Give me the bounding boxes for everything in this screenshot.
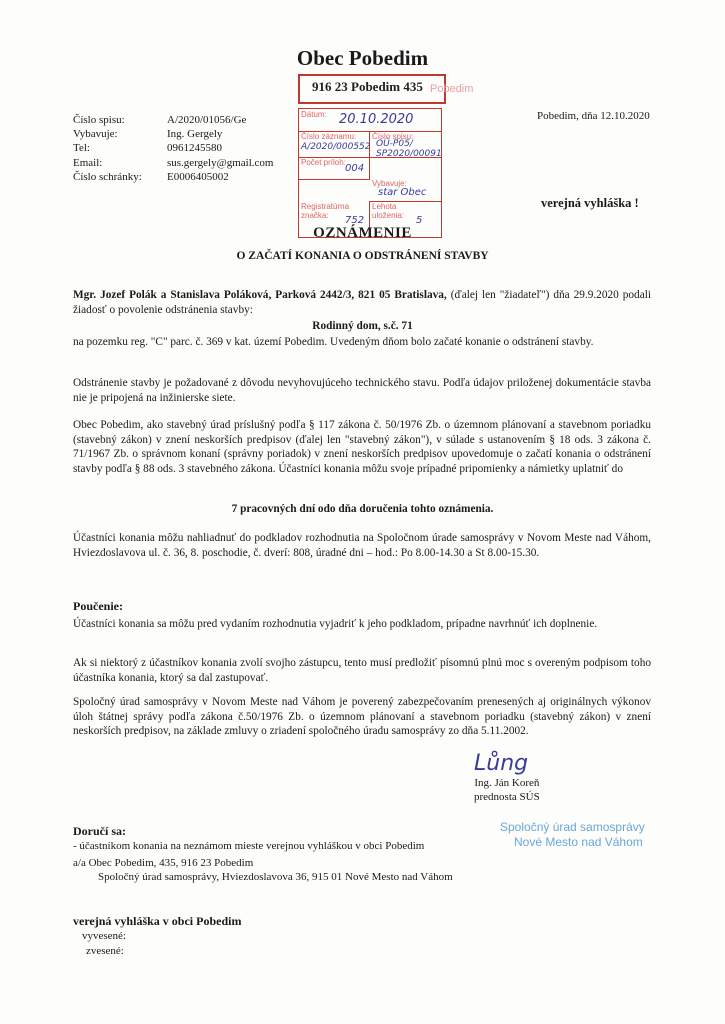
intro-paragraph: Mgr. Jozef Polák a Stanislava Poláková, Parková 2442/3, 821 05 Bratislava, (ďalej len "žiadateľ") dňa 29.9.2020 podali žiadosť o povolenie odstránenia stavby: bbox=[73, 289, 651, 316]
place-date: Pobedim, dňa 12.10.2020 bbox=[537, 110, 650, 122]
file-info-row: Email: sus.gergely@gmail.com bbox=[73, 156, 274, 169]
address-text: 916 23 Pobedim 435 bbox=[312, 79, 423, 94]
office-stamp: Spoločný úrad samosprávy Nové Mesto nad Váhom bbox=[500, 820, 645, 849]
file-info-row: Vybavuje: Ing. Gergely bbox=[73, 128, 223, 141]
intro-location: na pozemku reg. "C" parc. č. 369 v kat. území Pobedim. Uvedeným dňom bolo začaté konanie o odstránení stavby. bbox=[73, 336, 594, 348]
posting-heading: verejná vyhláška v obci Pobedim bbox=[73, 914, 242, 928]
posted-label: vyvesené: bbox=[82, 930, 126, 942]
delivery-heading: Doručí sa: bbox=[73, 824, 126, 838]
document-subtitle: O ZAČATÍ KONANIA O ODSTRÁNENÍ STAVBY bbox=[236, 250, 489, 262]
file-info-row: Tel: 0961245580 bbox=[73, 142, 222, 155]
handwritten-date: 20.10.2020 bbox=[339, 112, 414, 127]
delivery-item: - účastníkom konania na neznámom mieste verejnou vyhláškou v obci Pobedim bbox=[73, 840, 425, 852]
delivery-item: Spoločný úrad samosprávy, Hviezdoslavova 36, 915 01 Nové Mesto nad Váhom bbox=[98, 871, 453, 883]
public-notice-label: verejná vyhláška ! bbox=[541, 196, 639, 210]
delivery-item: a/a Obec Pobedim, 435, 916 23 Pobedim bbox=[73, 857, 254, 869]
signer-name: Ing. Ján Koreň bbox=[474, 777, 540, 789]
signer-block bbox=[474, 776, 540, 804]
address-stamp bbox=[298, 74, 446, 104]
deadline: 7 pracovných dní odo dňa doručenia tohto oznámenia. bbox=[231, 503, 494, 515]
municipality-title: Obec Pobedim bbox=[296, 46, 429, 70]
instruction-2: Ak si niektorý z účastníkov konania zvolí svojho zástupcu, tento musí predložiť písomnú plnú moc s overeným podpisom toho účastníka konania, ktorý sa dal zastupovať. bbox=[73, 657, 651, 684]
building-name: Rodinný dom, s.č. 71 bbox=[312, 320, 413, 332]
file-info bbox=[73, 113, 273, 184]
removed-label: zvesené: bbox=[86, 945, 124, 957]
applicant: Mgr. Jozef Polák a Stanislava Poláková, Parková 2442/3, 821 05 Bratislava, bbox=[73, 289, 447, 301]
file-info-row: Číslo spisu: A/2020/01056/Ge bbox=[73, 114, 247, 126]
instruction-1: Účastníci konania sa môžu pred vydaním rozhodnutia vyjadriť k jeho podkladom, prípadne navrhnúť ich doplnenie. bbox=[73, 618, 598, 630]
signer-role: prednosta SÚS bbox=[474, 791, 540, 803]
registry-stamp: Dátum: 20.10.2020 Číslo záznamu: A/2020/000552 Číslo spisu: OÚ-P05/ SP2020/00091 Počet príloh: 004 Vybavuje: star Obec Registratúrna značka: 752 Lehota uloženia: 5 bbox=[298, 108, 442, 238]
reason-paragraph: Odstránenie stavby je požadované z dôvodu nevyhovujúceho technického stavu. Podľa údajov priloženej dokumentácie stavba nie je pripojená na inžinierske siete. bbox=[73, 377, 651, 404]
file-info-row: Číslo schránky: E0006405002 bbox=[73, 170, 229, 183]
signature-scribble: Lůng bbox=[474, 751, 529, 776]
ghost-stamp-text: Pobedim bbox=[430, 83, 474, 95]
instruction-3: Spoločný úrad samosprávy v Novom Meste nad Váhom je poverený zabezpečovaním prenesených aj originálnych výkonov úloh štátnej správy podľa zákona č.50/1976 Zb. o územnom plánovaní a stavebnom poriadku (stavebný zákon) v znení neskorších predpisov, na základe zmluvy o zriadení spoločného úradu samosprávy zo dňa 5.11.2002. bbox=[73, 696, 651, 737]
authority-paragraph: Obec Pobedim, ako stavebný úrad príslušný podľa § 117 zákona č. 50/1976 Zb. o územnom plánovaní a stavebnom poriadku (stavebný zákon) v znení neskorších predpisov (ďalej len "stavebný zákon"), v súlade s ustanovením § 18 ods. 3 zákona č. 71/1967 Zb. o správnom konaní (správny poriadok) v znení neskorších predpisov upovedomuje o začatí konania o odstránení stavby podľa § 88 ods. 3 stavebného zákona. Účastníci konania môžu svoje prípadné pripomienky a námietky uplatniť do bbox=[73, 419, 651, 475]
document-title: OZNÁMENIE bbox=[313, 225, 412, 241]
documents-paragraph: Účastníci konania môžu nahliadnuť do podkladov rozhodnutia na Spoločnom úrade samosprávy v Novom Meste nad Váhom, Hviezdoslavova ul. č. 36, 8. poschodie, č. dverí: 808, úradné dni – hod.: Po 8.00-14.30 a St 8.00-15.30. bbox=[73, 532, 651, 559]
instruction-heading: Poučenie: bbox=[73, 599, 123, 613]
